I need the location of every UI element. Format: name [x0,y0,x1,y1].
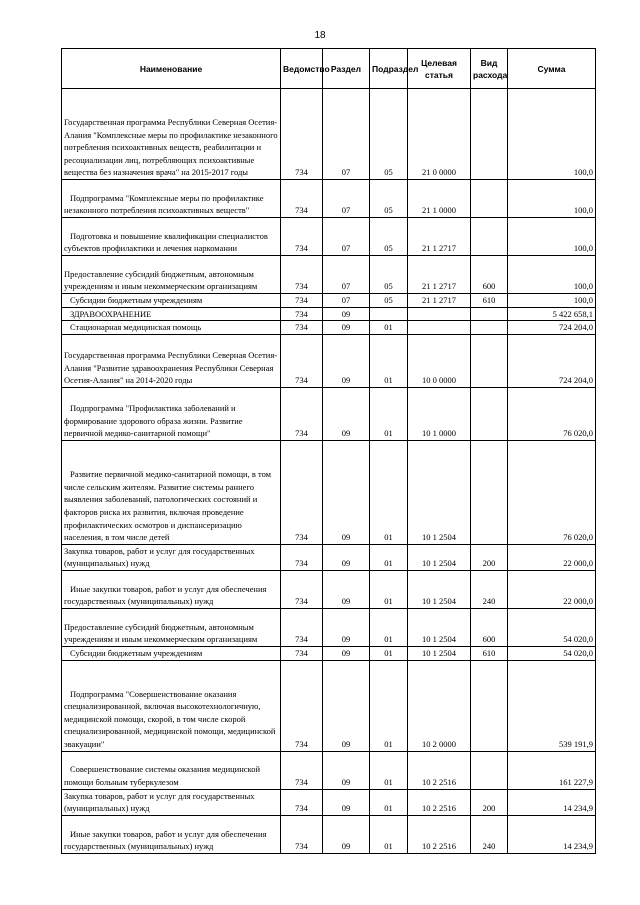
row-podrazdel: 01 [370,387,408,440]
row-sum: 22 000,0 [508,570,596,608]
row-razdel: 09 [323,321,370,335]
row-razdel: 07 [323,218,370,256]
row-cs: 10 1 2504 [408,440,471,544]
row-cs: 10 0 0000 [408,334,471,387]
row-name: Совершенствование системы оказания медицинской помощи больным туберкулезом [62,751,281,789]
row-podrazdel: 01 [370,544,408,570]
table-row [62,544,596,570]
header-name: Наименование [62,49,281,89]
row-vr [471,218,508,256]
row-name: Предоставление субсидий бюджетным, автономным учреждениям и иным некоммерческим организациям [62,608,281,646]
row-cs: 21 1 2717 [408,294,471,308]
row-podrazdel: 01 [370,751,408,789]
row-podrazdel: 05 [370,294,408,308]
table-row [62,646,596,660]
row-vr [471,660,508,751]
row-ved: 734 [281,751,323,789]
table-row [62,440,596,544]
row-cs [408,307,471,321]
row-razdel: 09 [323,608,370,646]
page-number: 18 [314,30,326,41]
table-row [62,815,596,853]
row-ved: 734 [281,294,323,308]
row-cs: 10 2 2516 [408,815,471,853]
row-podrazdel: 05 [370,180,408,218]
table-row [62,334,596,387]
row-razdel: 09 [323,334,370,387]
row-razdel: 09 [323,387,370,440]
row-name: Субсидии бюджетным учреждениям [62,294,281,308]
row-sum: 100,0 [508,180,596,218]
row-name: Развитие первичной медико-санитарной помощи, в том числе сельским жителям. Развитие системы раннего выявления заболеваний, патологических состояний и факторов риска их развития, включая проведение профилактических осмотров и диспансеризацию населения, в том числе детей [62,440,281,544]
row-sum: 161 227,9 [508,751,596,789]
row-name: Субсидии бюджетным учреждениям [62,646,281,660]
row-ved: 734 [281,321,323,335]
row-vr [471,751,508,789]
row-ved: 734 [281,440,323,544]
row-razdel: 09 [323,646,370,660]
row-razdel: 07 [323,256,370,294]
row-sum: 100,0 [508,294,596,308]
row-ved: 734 [281,789,323,815]
row-vr: 610 [471,294,508,308]
table-row [62,180,596,218]
row-ved: 734 [281,180,323,218]
row-sum: 5 422 658,1 [508,307,596,321]
row-podrazdel [370,307,408,321]
row-vr [471,440,508,544]
row-razdel: 07 [323,89,370,180]
row-cs: 10 1 0000 [408,387,471,440]
row-vr: 600 [471,256,508,294]
row-cs: 10 2 2516 [408,751,471,789]
row-razdel: 09 [323,660,370,751]
row-podrazdel: 01 [370,660,408,751]
table-row [62,294,596,308]
row-sum: 14 234,9 [508,815,596,853]
row-name: Закупка товаров, работ и услуг для государственных (муниципальных) нужд [62,789,281,815]
row-vr [471,387,508,440]
row-cs [408,321,471,335]
row-vr [471,334,508,387]
row-razdel: 07 [323,294,370,308]
row-podrazdel: 01 [370,321,408,335]
table-row [62,89,596,180]
table-row [62,218,596,256]
row-vr [471,89,508,180]
header-razdel: Раздел [323,49,370,89]
header-vr: Вид расхода [471,49,508,89]
row-sum: 539 191,9 [508,660,596,751]
header-cs: Целевая статья [408,49,471,89]
row-name: Стационарная медицинская помощь [62,321,281,335]
row-name: Подпрограмма "Комплексные меры по профилактике незаконного потребления психоактивных веществ" [62,180,281,218]
table-row [62,321,596,335]
row-podrazdel: 01 [370,570,408,608]
header-ved: Ведомство [281,49,323,89]
row-vr: 200 [471,544,508,570]
row-sum: 76 020,0 [508,387,596,440]
row-cs: 10 1 2504 [408,608,471,646]
row-ved: 734 [281,256,323,294]
row-razdel: 09 [323,570,370,608]
row-cs: 21 1 2717 [408,256,471,294]
row-ved: 734 [281,815,323,853]
table-row [62,256,596,294]
row-ved: 734 [281,218,323,256]
row-podrazdel: 01 [370,646,408,660]
row-sum: 100,0 [508,218,596,256]
row-razdel: 09 [323,307,370,321]
row-ved: 734 [281,608,323,646]
row-name: Подпрограмма "Профилактика заболеваний и формирование здорового образа жизни. Развитие первичной медико-санитарной помощи" [62,387,281,440]
row-name: Иные закупки товаров, работ и услуг для обеспечения государственных (муниципальных) нужд [62,570,281,608]
row-razdel: 09 [323,544,370,570]
row-cs: 10 2 2516 [408,789,471,815]
row-vr: 610 [471,646,508,660]
row-ved: 734 [281,646,323,660]
row-ved: 734 [281,334,323,387]
row-name: ЗДРАВООХРАНЕНИЕ [62,307,281,321]
row-razdel: 07 [323,180,370,218]
table-row [62,608,596,646]
row-name: Государственная программа Республики Северная Осетия-Алания "Развитие здравоохранения Республики Северная Осетия-Алания" на 2014-2020 годы [62,334,281,387]
row-ved: 734 [281,544,323,570]
row-vr [471,321,508,335]
row-name: Подготовка и повышение квалификации специалистов субъектов профилактики и лечения наркомании [62,218,281,256]
row-podrazdel: 01 [370,789,408,815]
table-row [62,751,596,789]
row-cs: 10 1 2504 [408,646,471,660]
row-sum: 54 020,0 [508,608,596,646]
row-sum: 100,0 [508,256,596,294]
table-row [62,660,596,751]
row-sum: 724 204,0 [508,334,596,387]
row-cs: 10 1 2504 [408,544,471,570]
row-sum: 22 000,0 [508,544,596,570]
header-sum: Сумма [508,49,596,89]
row-sum: 724 204,0 [508,321,596,335]
row-vr: 200 [471,789,508,815]
row-ved: 734 [281,660,323,751]
row-cs: 21 0 0000 [408,89,471,180]
row-name: Иные закупки товаров, работ и услуг для обеспечения государственных (муниципальных) нужд [62,815,281,853]
row-ved: 734 [281,570,323,608]
row-razdel: 09 [323,440,370,544]
row-cs: 10 2 0000 [408,660,471,751]
row-podrazdel: 01 [370,608,408,646]
table-row [62,387,596,440]
row-razdel: 09 [323,815,370,853]
row-sum: 54 020,0 [508,646,596,660]
row-razdel: 09 [323,789,370,815]
row-cs: 21 1 0000 [408,180,471,218]
row-podrazdel: 01 [370,334,408,387]
row-razdel: 09 [323,751,370,789]
row-name: Государственная программа Республики Северная Осетия-Алания "Комплексные меры по профилактике незаконного потребления психоактивных веществ, реабилитации и ресоциализации лиц, потребляющих психоактивные вещества без назначения врача" на 2015-2017 годы [62,89,281,180]
row-sum: 100,0 [508,89,596,180]
row-sum: 14 234,9 [508,789,596,815]
table-row [62,789,596,815]
table-row [62,570,596,608]
row-podrazdel: 05 [370,218,408,256]
row-cs: 21 1 2717 [408,218,471,256]
budget-table [61,48,596,854]
row-podrazdel: 01 [370,815,408,853]
row-vr: 240 [471,570,508,608]
table-row [62,307,596,321]
row-name: Подпрограмма "Совершенствование оказания специализированной, включая высокотехнологичную, медицинской помощи, скорой, в том числе скорой специализированной, медицинской помощи, медицинской эвакуации" [62,660,281,751]
row-name: Предоставление субсидий бюджетным, автономным учреждениям и иным некоммерческим организациям [62,256,281,294]
row-ved: 734 [281,89,323,180]
row-vr: 600 [471,608,508,646]
row-sum: 76 020,0 [508,440,596,544]
row-cs: 10 1 2504 [408,570,471,608]
row-vr [471,307,508,321]
row-podrazdel: 01 [370,440,408,544]
row-vr: 240 [471,815,508,853]
row-name: Закупка товаров, работ и услуг для государственных (муниципальных) нужд [62,544,281,570]
row-vr [471,180,508,218]
table-header-row [62,49,596,89]
row-podrazdel: 05 [370,256,408,294]
header-podrazdel: Подраздел [370,49,408,89]
row-ved: 734 [281,387,323,440]
row-podrazdel: 05 [370,89,408,180]
row-ved: 734 [281,307,323,321]
